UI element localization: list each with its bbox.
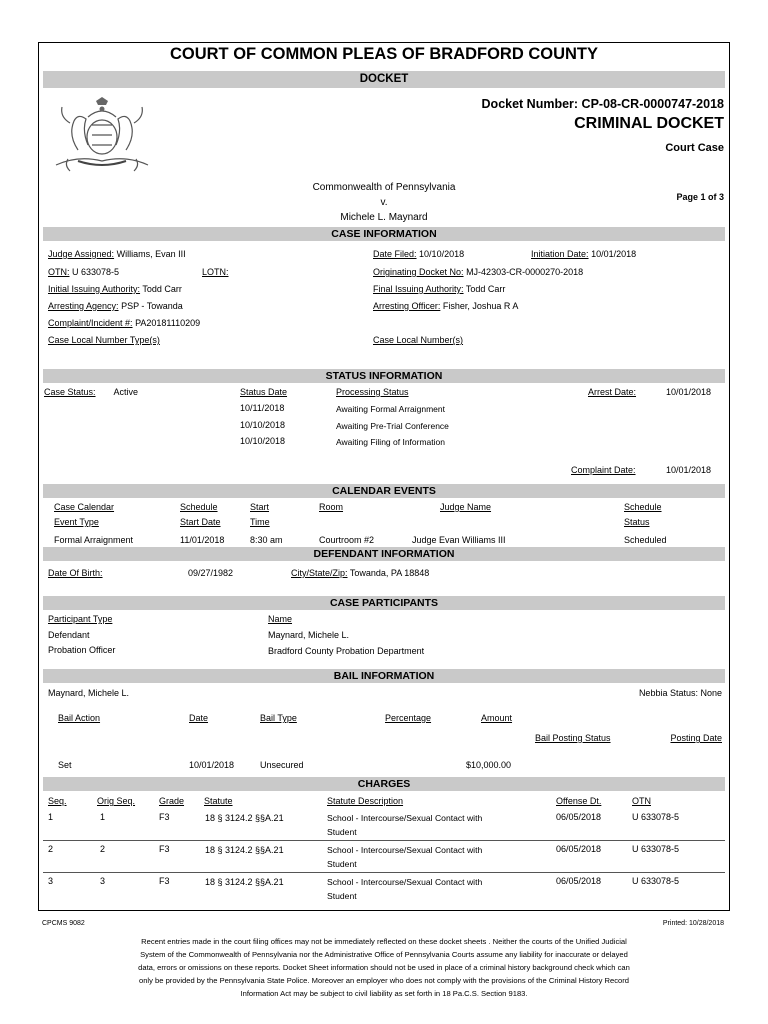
charge-orig-seq: 3 bbox=[100, 876, 106, 886]
participant-type: Probation Officer bbox=[48, 645, 116, 655]
city-state-zip-value: Towanda, PA 18848 bbox=[349, 568, 430, 578]
initial-issuing-authority-label: Initial Issuing Authority: bbox=[48, 284, 141, 294]
otn-value: U 633078-5 bbox=[72, 267, 120, 277]
status-row-date: 10/10/2018 bbox=[240, 436, 286, 446]
initial-issuing-authority bbox=[48, 284, 182, 294]
status-date-header: Status Date bbox=[240, 387, 288, 397]
calendar-status-header: Schedule bbox=[624, 502, 662, 512]
judge-assigned-value: Williams, Evan III bbox=[116, 249, 186, 259]
judge-assigned bbox=[48, 249, 186, 259]
initiation-date-value: 10/01/2018 bbox=[591, 249, 637, 259]
date-of-birth-value: 09/27/1982 bbox=[188, 568, 234, 578]
bail-date: 10/01/2018 bbox=[189, 760, 235, 770]
bail-type: Unsecured bbox=[260, 760, 304, 770]
charge-offense-date: 06/05/2018 bbox=[556, 876, 602, 886]
initiation-date bbox=[531, 249, 636, 259]
calendar-start-time-header: Start bbox=[250, 502, 270, 512]
bail-information-bar: BAIL INFORMATION bbox=[43, 669, 725, 683]
charge-statute: 18 § 3124.2 §§A.21 bbox=[205, 877, 284, 887]
charge-statute: 18 § 3124.2 §§A.21 bbox=[205, 845, 284, 855]
charge-otn-header: OTN bbox=[632, 796, 651, 806]
final-issuing-authority-value: Todd Carr bbox=[465, 284, 506, 294]
disclaimer-line: only be provided by the Pennsylvania State Police. Moreover an employer who does not comply with the provisions of the Criminal History Record bbox=[138, 976, 630, 985]
disclaimer-line: System of the Commonwealth of Pennsylvania nor the Administrative Office of Pennsylvania Courts assume any liability for inaccurate or delayed bbox=[140, 950, 628, 959]
calendar-event-type-header: Case Calendar bbox=[54, 502, 115, 512]
case-status-label: Case Status: bbox=[44, 387, 96, 397]
caption-defendant: Michele L. Maynard bbox=[340, 212, 428, 223]
pennsylvania-seal-icon bbox=[48, 95, 156, 173]
arresting-agency bbox=[48, 301, 183, 311]
lotn-label: LOTN: bbox=[202, 267, 229, 277]
charge-otn: U 633078-5 bbox=[632, 876, 680, 886]
participant-type: Defendant bbox=[48, 630, 90, 640]
charge-grade: F3 bbox=[159, 812, 170, 822]
participant-name: Bradford County Probation Department bbox=[268, 646, 425, 656]
status-row-status: Awaiting Formal Arraignment bbox=[336, 404, 445, 414]
bail-defendant-name: Maynard, Michele L. bbox=[48, 688, 130, 698]
complaint-date-label: Complaint Date: bbox=[571, 465, 636, 475]
charge-seq: 3 bbox=[48, 876, 54, 886]
charge-orig-seq: 2 bbox=[100, 844, 106, 854]
originating-docket-value: MJ-42303-CR-0000270-2018 bbox=[466, 267, 584, 277]
disclaimer-line: Information Act may be subject to civil liability as set forth in 18 Pa.C.S. Section 9183. bbox=[240, 989, 528, 998]
court-title: COURT OF COMMON PLEAS OF BRADFORD COUNTY bbox=[169, 45, 599, 63]
charge-description: Student bbox=[327, 827, 357, 837]
final-issuing-authority-label: Final Issuing Authority: bbox=[373, 284, 464, 294]
calendar-room-header: Room bbox=[319, 502, 344, 512]
status-row-date: 10/11/2018 bbox=[240, 403, 285, 413]
calendar-start-date-header: Start Date bbox=[180, 517, 221, 527]
calendar-start-time: 8:30 am bbox=[250, 535, 283, 545]
charge-seq: 2 bbox=[48, 844, 54, 854]
charge-description: School - Intercourse/Sexual Contact with bbox=[327, 845, 483, 855]
charge-statute-header: Statute bbox=[204, 796, 233, 806]
judge-assigned-label: Judge Assigned: bbox=[48, 249, 115, 259]
docket-number: Docket Number: CP-08-CR-0000747-2018 bbox=[481, 97, 724, 111]
originating-docket-label: Originating Docket No: bbox=[373, 267, 464, 277]
charge-description-header: Statute Description bbox=[327, 796, 404, 806]
charge-description: Student bbox=[327, 891, 357, 901]
charge-description: School - Intercourse/Sexual Contact with bbox=[327, 813, 483, 823]
disclaimer-line: Recent entries made in the court filing offices may not be immediately reflected on these docket sheets . Neither the courts of the Unified Judicial bbox=[141, 937, 627, 946]
bail-amount-header: Amount bbox=[481, 713, 513, 723]
charge-offense-date: 06/05/2018 bbox=[556, 844, 602, 854]
processing-status-header: Processing Status bbox=[336, 387, 409, 397]
participant-name-header: Name bbox=[268, 614, 293, 624]
bail-action: Set bbox=[58, 760, 72, 770]
status-information-bar: STATUS INFORMATION bbox=[43, 369, 725, 383]
status-row-status: Awaiting Filing of Information bbox=[336, 437, 445, 447]
participant-name: Maynard, Michele L. bbox=[268, 630, 350, 640]
bail-percentage-header: Percentage bbox=[385, 713, 432, 723]
otn-label: OTN: bbox=[48, 267, 70, 277]
disclaimer-line: data, errors or omissions on these reports. Docket Sheet information should not be used in place of a criminal history background check which can bbox=[138, 963, 630, 972]
bail-posting-date-header: Posting Date bbox=[670, 733, 722, 743]
charge-statute: 18 § 3124.2 §§A.21 bbox=[205, 813, 284, 823]
docket-type: CRIMINAL DOCKET bbox=[574, 115, 724, 132]
caption-commonwealth: Commonwealth of Pennsylvania bbox=[312, 182, 456, 193]
arresting-agency-value: PSP - Towanda bbox=[121, 301, 183, 311]
bail-date-header: Date bbox=[189, 713, 209, 723]
calendar-start-time-header: Time bbox=[250, 517, 270, 527]
calendar-status: Scheduled bbox=[624, 535, 667, 545]
charge-orig-seq-header: Orig Seq. bbox=[97, 796, 136, 806]
row-divider bbox=[43, 872, 725, 873]
charge-description: Student bbox=[327, 859, 357, 869]
bail-action-header: Bail Action bbox=[58, 713, 101, 723]
arrest-date-value: 10/01/2018 bbox=[666, 387, 712, 397]
calendar-room: Courtroom #2 bbox=[319, 535, 375, 545]
complaint-incident-label: Complaint/Incident #: bbox=[48, 318, 133, 328]
arrest-date-label: Arrest Date: bbox=[588, 387, 637, 397]
nebbia-status: Nebbia Status: None bbox=[638, 688, 722, 698]
participant-type-header: Participant Type bbox=[48, 614, 113, 624]
initial-issuing-authority-value: Todd Carr bbox=[142, 284, 182, 294]
case-status bbox=[44, 387, 138, 397]
arresting-officer-label: Arresting Officer: bbox=[373, 301, 441, 311]
calendar-status-header: Status bbox=[624, 517, 650, 527]
charge-description: School - Intercourse/Sexual Contact with bbox=[327, 877, 483, 887]
status-row-date: 10/10/2018 bbox=[240, 420, 286, 430]
originating-docket bbox=[373, 267, 583, 277]
calendar-event-type: Formal Arraignment bbox=[54, 535, 134, 545]
charge-orig-seq: 1 bbox=[100, 812, 106, 822]
arresting-officer bbox=[373, 301, 518, 311]
initiation-date-label: Initiation Date: bbox=[531, 249, 589, 259]
calendar-events-bar: CALENDAR EVENTS bbox=[43, 484, 725, 498]
charge-otn: U 633078-5 bbox=[632, 812, 680, 822]
date-filed-label: Date Filed: bbox=[373, 249, 417, 259]
complaint-incident bbox=[48, 318, 200, 328]
charge-seq: 1 bbox=[48, 812, 54, 822]
charge-grade-header: Grade bbox=[159, 796, 185, 806]
bail-type-header: Bail Type bbox=[260, 713, 297, 723]
bail-posting-status-header: Bail Posting Status bbox=[535, 733, 611, 743]
caption-versus: v. bbox=[380, 197, 388, 208]
charge-grade: F3 bbox=[159, 844, 170, 854]
calendar-judge-header: Judge Name bbox=[440, 502, 492, 512]
charge-offense-date: 06/05/2018 bbox=[556, 812, 602, 822]
city-state-zip-label: City/State/Zip: bbox=[291, 568, 348, 578]
charge-seq-header: Seq. bbox=[48, 796, 67, 806]
final-issuing-authority bbox=[373, 284, 505, 294]
arresting-agency-label: Arresting Agency: bbox=[48, 301, 119, 311]
case-information-bar: CASE INFORMATION bbox=[43, 227, 725, 241]
complaint-incident-value: PA20181110209 bbox=[135, 318, 201, 328]
date-filed-value: 10/10/2018 bbox=[419, 249, 465, 259]
case-local-number-type-label: Case Local Number Type(s) bbox=[48, 335, 160, 345]
date-filed bbox=[373, 249, 464, 259]
otn bbox=[48, 267, 119, 277]
complaint-date-value: 10/01/2018 bbox=[666, 465, 712, 475]
row-divider bbox=[43, 840, 725, 841]
printed-date: Printed: 10/28/2018 bbox=[662, 920, 724, 927]
case-local-numbers-label: Case Local Number(s) bbox=[373, 335, 464, 345]
defendant-information-bar: DEFENDANT INFORMATION bbox=[43, 547, 725, 561]
charge-otn: U 633078-5 bbox=[632, 844, 680, 854]
form-number: CPCMS 9082 bbox=[42, 920, 85, 927]
page-number: Page 1 of 3 bbox=[676, 192, 724, 202]
charge-offense-date-header: Offense Dt. bbox=[556, 796, 602, 806]
calendar-event-type-header: Event Type bbox=[54, 517, 99, 527]
case-status-value: Active bbox=[113, 387, 139, 397]
charge-grade: F3 bbox=[159, 876, 170, 886]
charges-bar: CHARGES bbox=[43, 777, 725, 791]
city-state-zip bbox=[291, 568, 429, 578]
case-participants-bar: CASE PARTICIPANTS bbox=[43, 596, 725, 610]
date-of-birth-label: Date Of Birth: bbox=[48, 568, 103, 578]
status-row-status: Awaiting Pre-Trial Conference bbox=[336, 421, 449, 431]
arresting-officer-value: Fisher, Joshua R A bbox=[442, 301, 519, 311]
docket-bar: DOCKET bbox=[43, 71, 725, 88]
calendar-start-date: 11/01/2018 bbox=[180, 535, 225, 545]
calendar-start-date-header: Schedule bbox=[180, 502, 218, 512]
bail-amount: $10,000.00 bbox=[466, 760, 512, 770]
calendar-judge: Judge Evan Williams III bbox=[412, 535, 506, 545]
court-case-label: Court Case bbox=[665, 142, 724, 154]
